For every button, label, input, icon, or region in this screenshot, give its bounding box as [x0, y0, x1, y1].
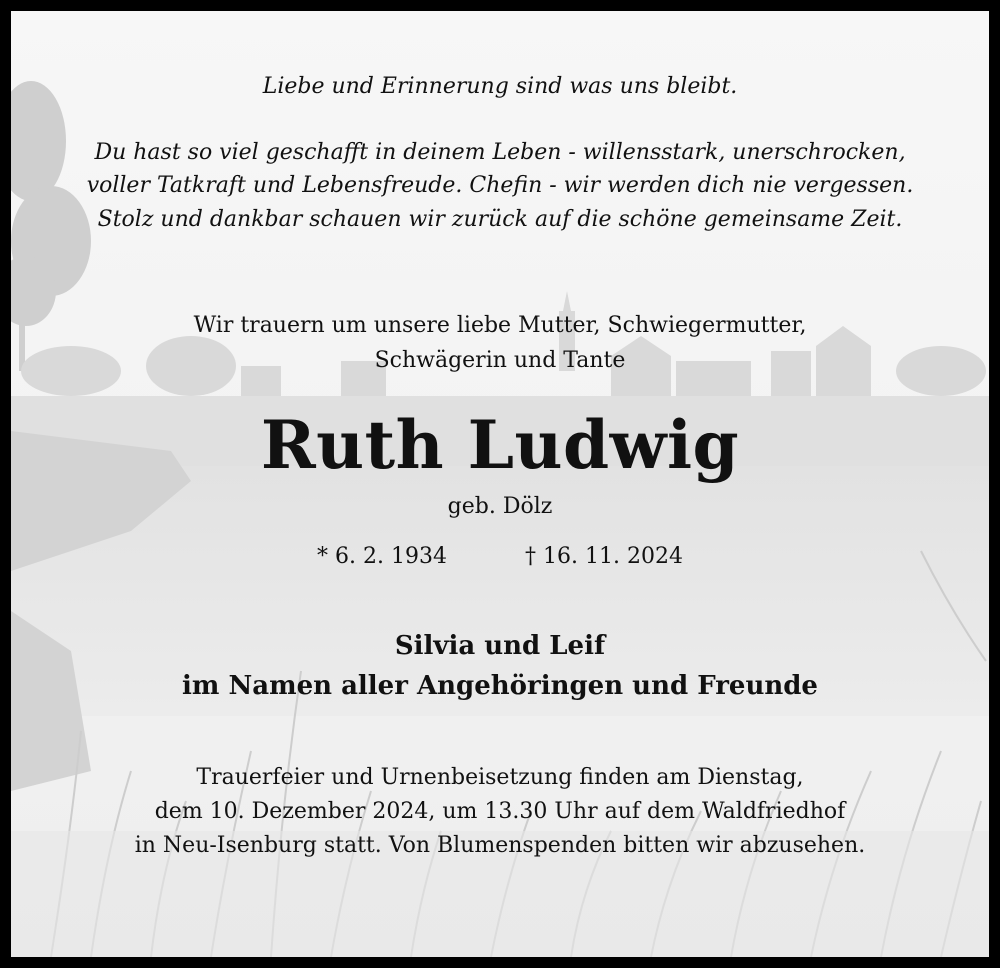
mourning-line-2: Schwägerin und Tante [374, 348, 626, 373]
verse-line-3: Stolz und dankbar schauen wir zurück auf die schöne gemeinsame Zeit. [97, 207, 903, 232]
obituary-text [11, 11, 989, 957]
motto: Liebe und Erinnerung sind was uns bleibt. [262, 74, 738, 99]
verse-line-1: Du hast so viel geschafft in deinem Leben - willensstark, unerschrocken, [94, 140, 906, 165]
life-dates [11, 544, 989, 569]
maiden-name: geb. Dölz [447, 494, 553, 519]
birth-date: * 6. 2. 1934 [317, 544, 447, 569]
signers-line-1: Silvia und Leif [394, 631, 606, 661]
ceremony-line-3: in Neu-Isenburg statt. Von Blumenspenden bitten wir abzusehen. [134, 833, 866, 858]
ceremony-line-1: Trauerfeier und Urnenbeisetzung finden am Dienstag, [196, 765, 804, 790]
mourning-line-1: Wir trauern um unsere liebe Mutter, Schwiegermutter, [193, 313, 807, 338]
signers-line-2: im Namen aller Angehöringen und Freunde [182, 671, 818, 701]
ceremony-line-2: dem 10. Dezember 2024, um 13.30 Uhr auf dem Waldfriedhof [154, 799, 846, 824]
verse-line-2: voller Tatkraft und Lebensfreude. Chefin - wir werden dich nie vergessen. [86, 173, 914, 198]
deceased-name: Ruth Ludwig [260, 406, 740, 484]
death-date: † 16. 11. 2024 [525, 544, 683, 569]
